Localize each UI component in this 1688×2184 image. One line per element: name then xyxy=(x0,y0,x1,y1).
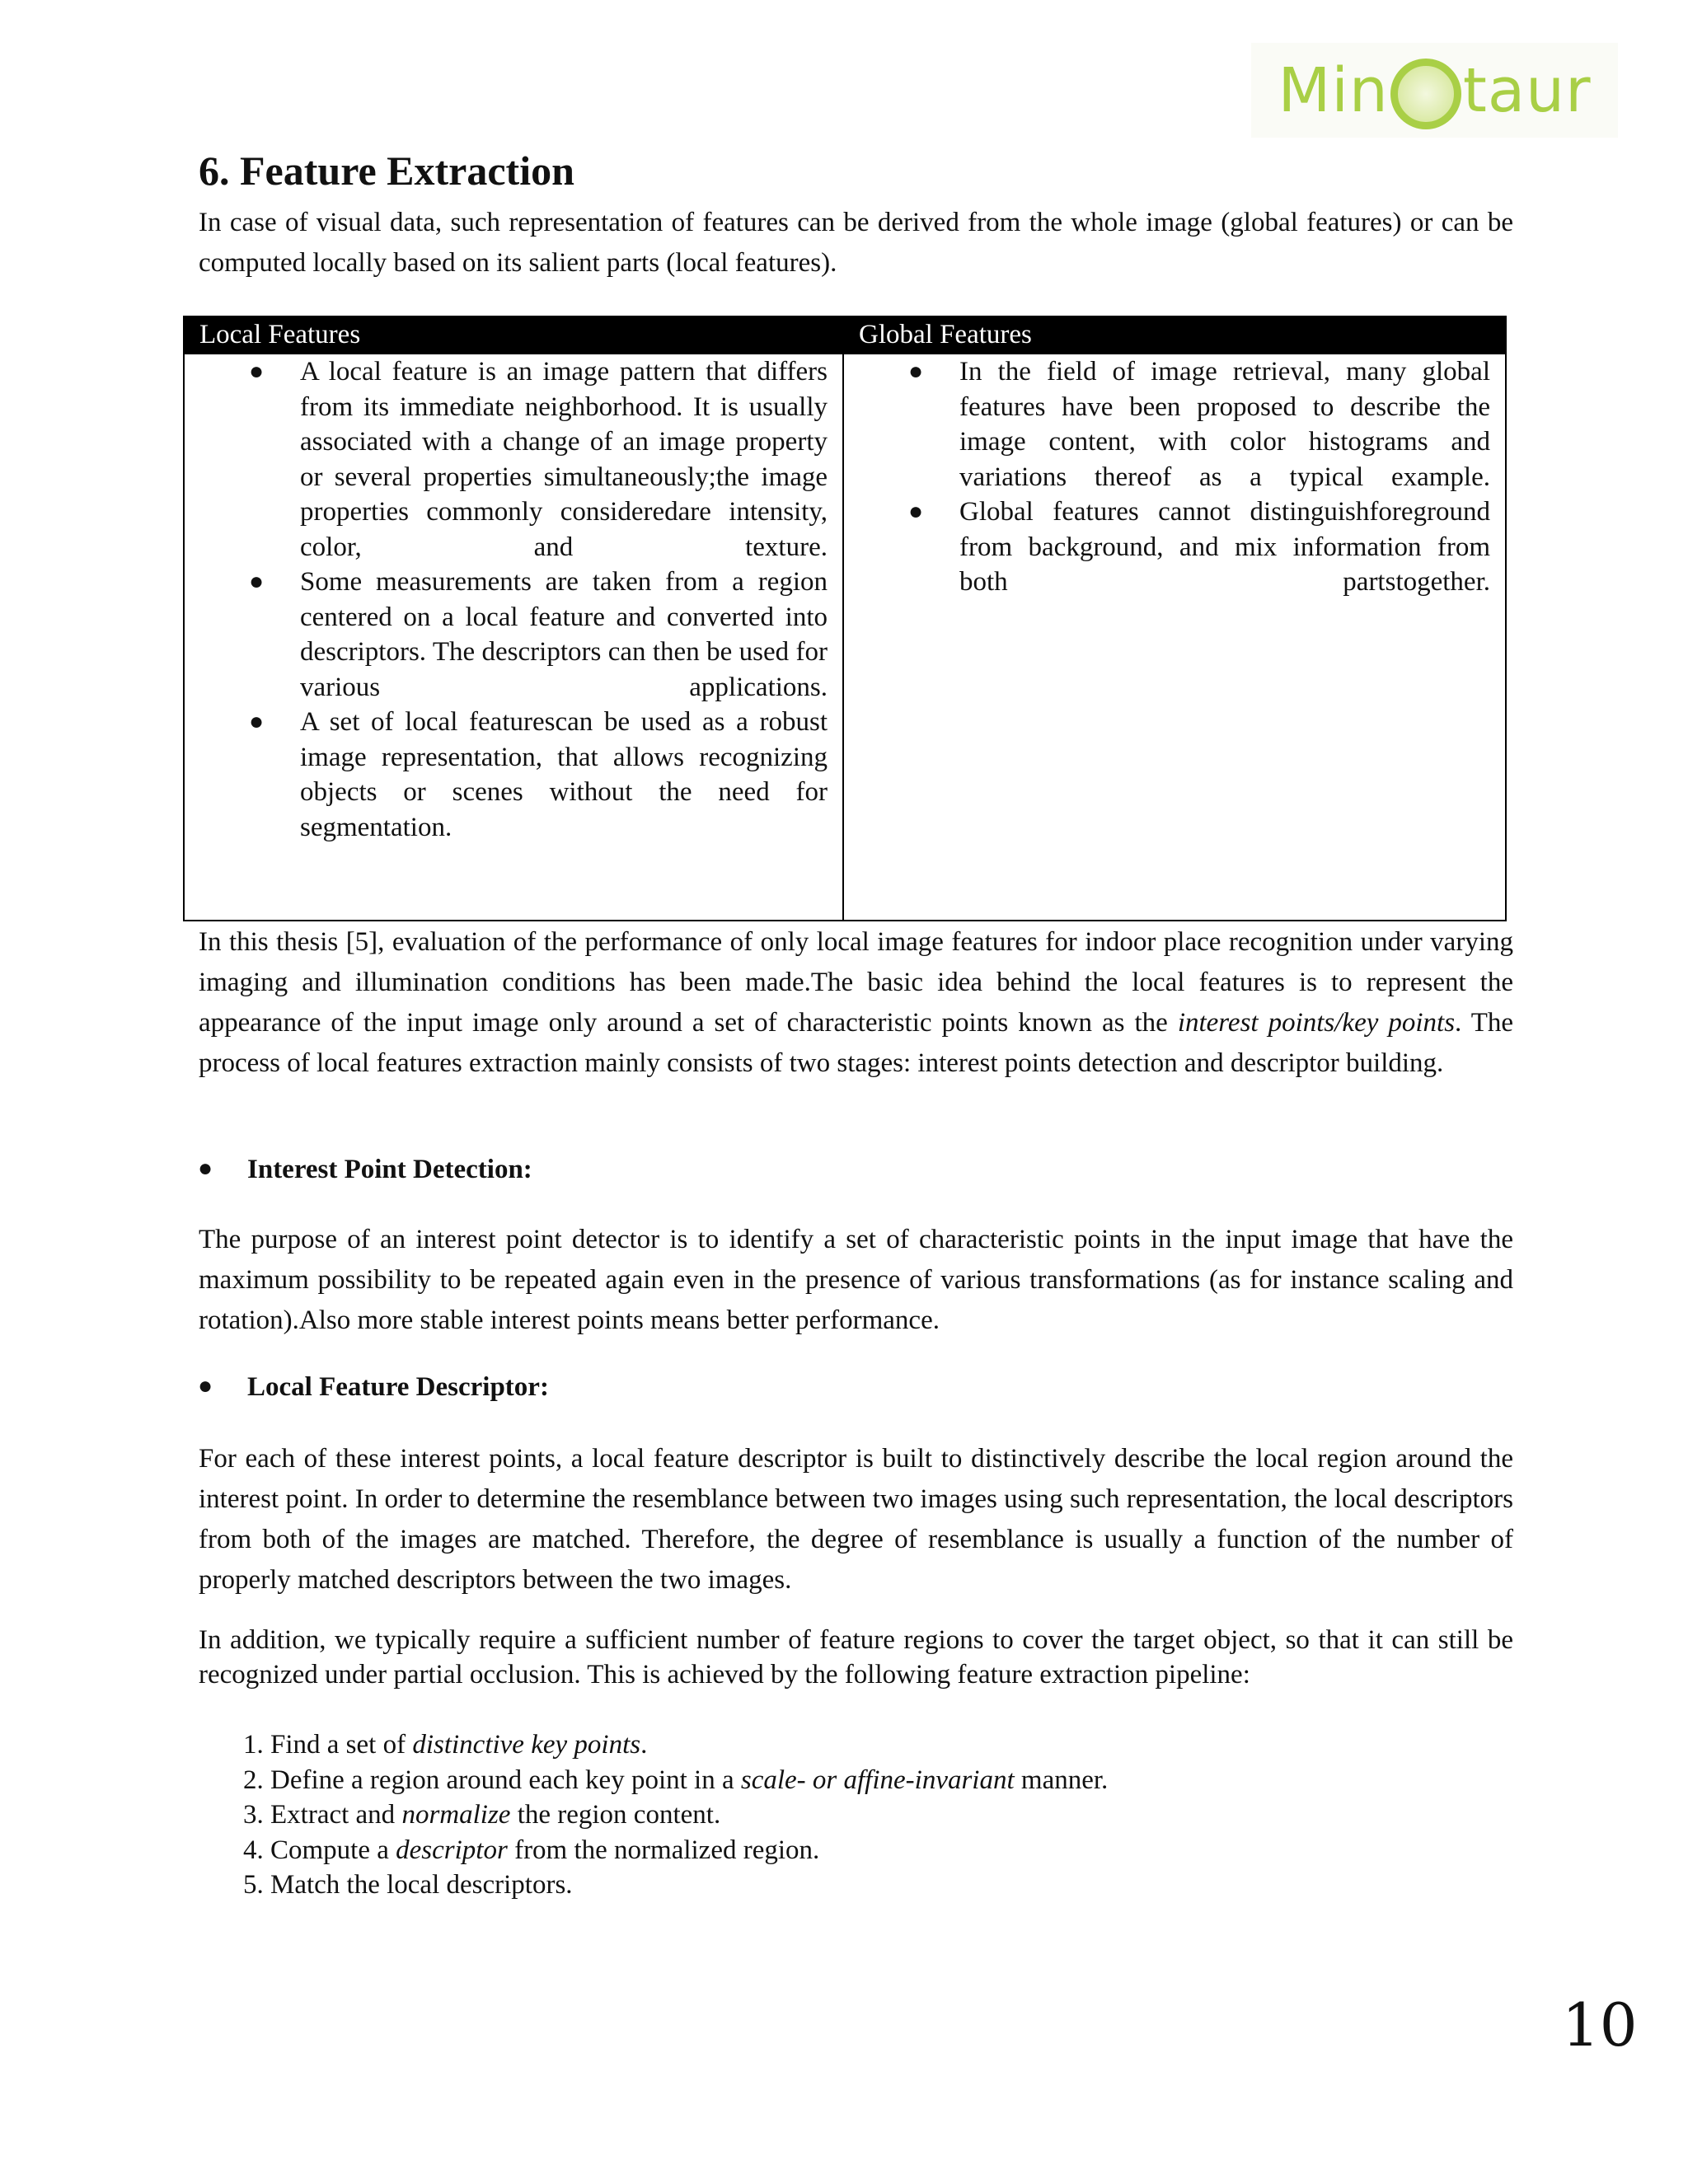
pipeline-step: 1. Find a set of distinctive key points. xyxy=(243,1730,648,1760)
section-title: 6. Feature Extraction xyxy=(199,148,574,194)
interest-point-paragraph: The purpose of an interest point detector is to identify a set of characteristic points in the input image that have the maximum possibility to be repeated again even in the presence of various transformations (as for instance scaling and rotation).Also more stable interest points means better performance. xyxy=(199,1225,1513,1335)
logo-text-end: taur xyxy=(1462,54,1592,126)
local-features-cell xyxy=(184,354,843,921)
descriptor-paragraph: For each of these interest points, a local feature descriptor is built to distinctively describe the local region around the interest point. In order to determine the resemblance between two images using such representation, the local descriptors from both of the images are matched. Therefore, the degree of resemblance is usually a function of the number of properly matched descriptors between the two images. xyxy=(199,1444,1513,1595)
global-feature-item: ● Global features cannot distinguishforeground from background, and mix information from both partstogether. xyxy=(908,497,1490,597)
header-global-features: Global Features xyxy=(843,316,1506,354)
features-table xyxy=(183,316,1507,921)
pipeline-step: 2. Define a region around each key point in a scale- or affine-invariant manner. xyxy=(243,1765,1109,1795)
global-feature-item: ● In the field of image retrieval, many global features have been proposed to describe the image content, with color histograms and variations thereof as a typical example. xyxy=(908,357,1490,492)
key-points-term: interest points/key points xyxy=(1177,1008,1456,1038)
page-number: 10 xyxy=(1562,1990,1638,2060)
intro-paragraph: In case of visual data, such representation of features can be derived from the whole image (global features) or can be computed locally based on its salient parts (local features). xyxy=(199,208,1513,278)
thesis-paragraph: In this thesis [5], evaluation of the performance of only local image features for indoor place recognition under varying imaging and illumination conditions has been made.The basic idea behind the local features is to represent the appearance of the input image only around a set of characteristic points known as the interest points/key points. The process of local features extraction mainly consists of two stages: interest points detection and descriptor building. xyxy=(199,927,1513,1078)
pipeline-step: 4. Compute a descriptor from the normalized region. xyxy=(243,1835,820,1865)
logo-circle-icon xyxy=(1390,59,1461,129)
pipeline-paragraph: In addition, we typically require a sufficient number of feature regions to cover the target object, so that it can still be recognized under partial occlusion. This is achieved by the following feature extraction pipeline: xyxy=(199,1625,1513,1690)
local-feature-item: ● Some measurements are taken from a region centered on a local feature and converted into descriptors. The descriptors can then be used for various applications. xyxy=(249,567,828,702)
logo-text-start: Min xyxy=(1278,54,1389,126)
local-feature-item: ● A set of local featurescan be used as a robust image representation, that allows recognizing objects or scenes without the need for segmentation. xyxy=(249,707,828,842)
local-feature-item: ● A local feature is an image pattern that differs from its immediate neighborhood. It is usually associated with a change of an image property or several properties simultaneously;the image properties commonly consideredare intensity, color, and texture. xyxy=(249,357,828,562)
pipeline-step: 5. Match the local descriptors. xyxy=(243,1870,573,1900)
pipeline-step: 3. Extract and normalize the region content. xyxy=(243,1800,721,1830)
header-local-features: Local Features xyxy=(184,316,843,354)
descriptor-heading: ● Local Feature Descriptor: xyxy=(198,1372,549,1402)
pipeline-steps-list xyxy=(243,1727,1108,1903)
interest-point-heading: ● Interest Point Detection: xyxy=(198,1155,532,1184)
global-features-cell xyxy=(843,354,1506,921)
minotaur-logo xyxy=(1251,43,1618,138)
